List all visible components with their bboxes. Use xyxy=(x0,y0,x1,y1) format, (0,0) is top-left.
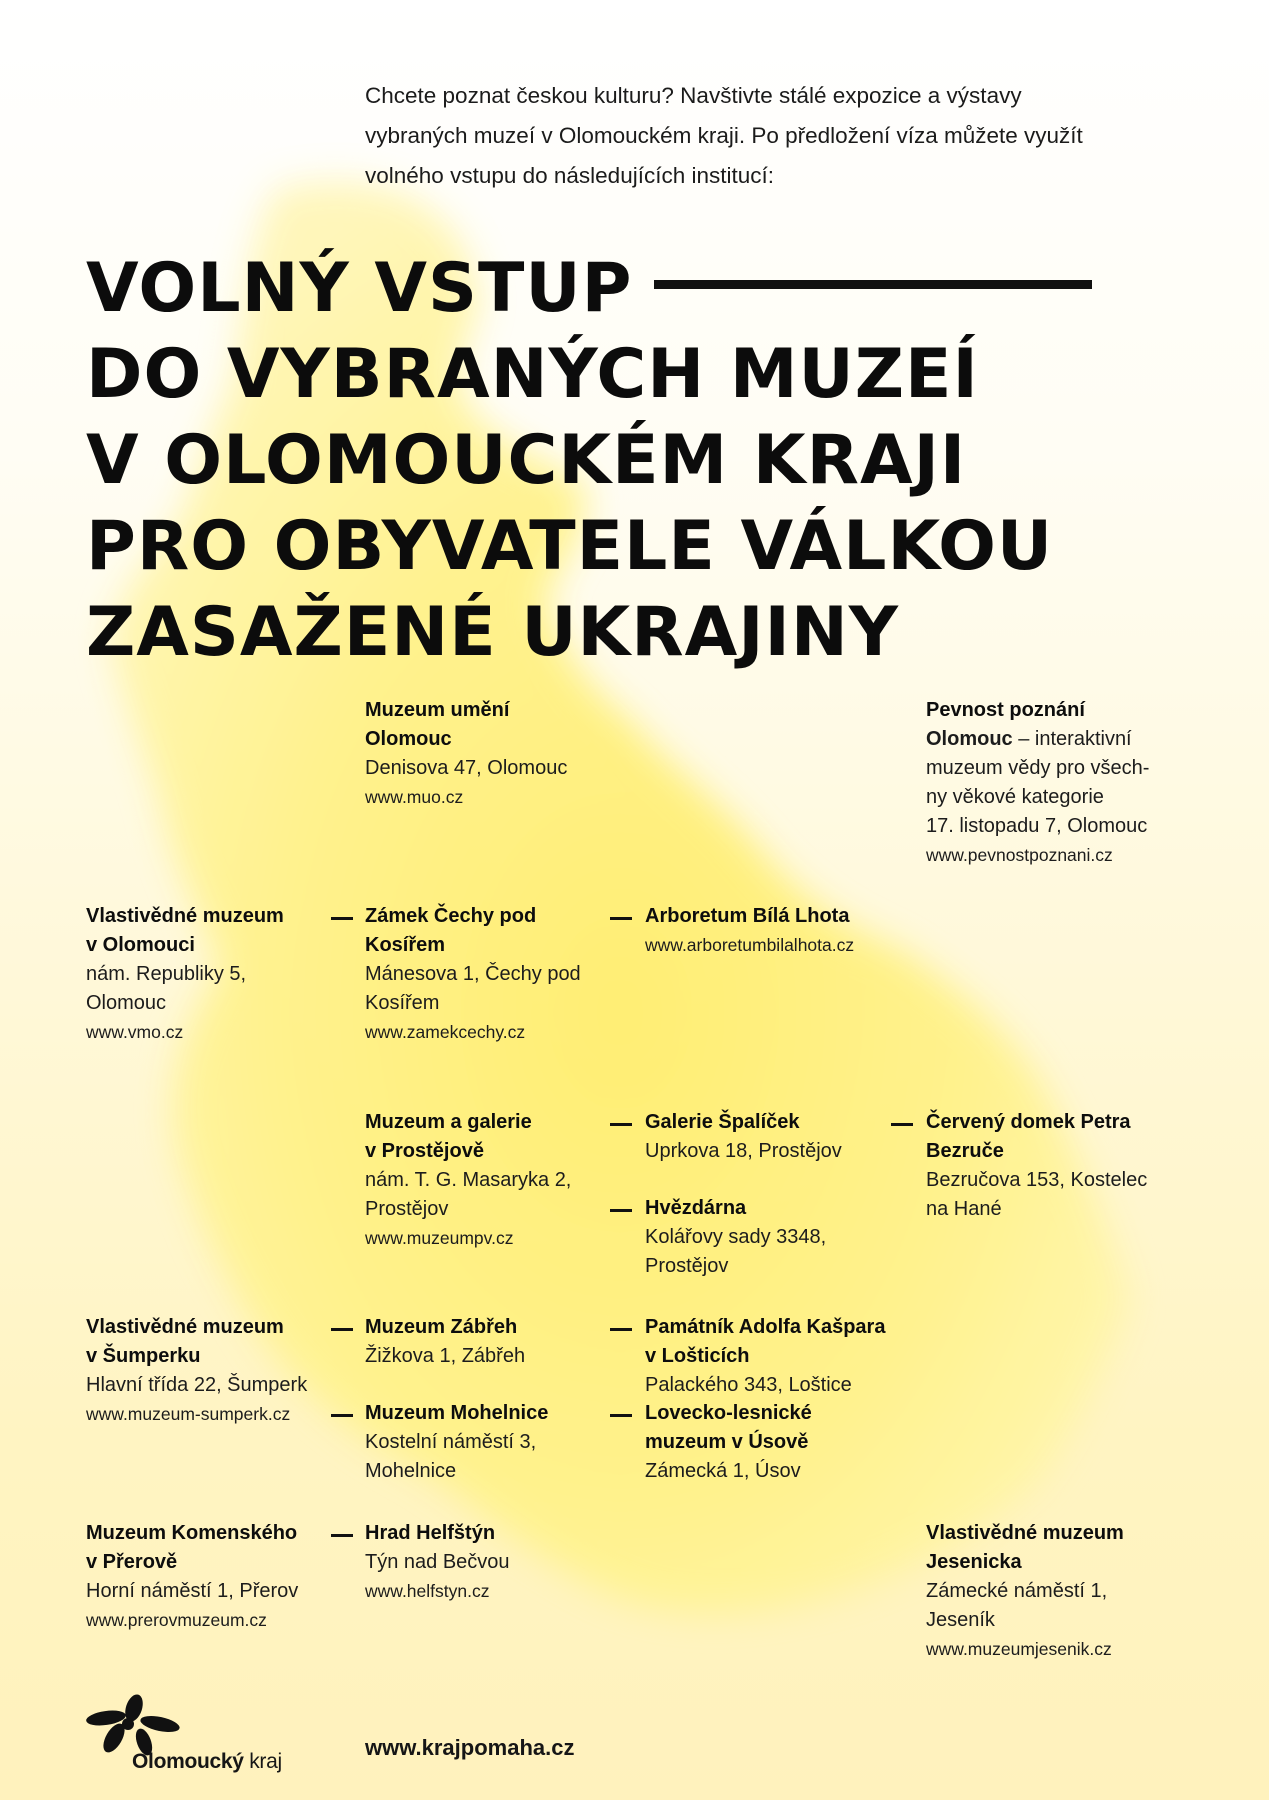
website-link[interactable]: www.muzeumpv.cz xyxy=(365,1228,514,1248)
name-line: Olomouc xyxy=(365,728,452,750)
name-line: v Olomouci xyxy=(86,934,195,956)
name-line: Vlastivědné muzeum xyxy=(926,1522,1124,1544)
olomoucky-kraj-logo xyxy=(84,1694,282,1773)
address-line: na Hané xyxy=(926,1198,1002,1220)
institution-arboretum xyxy=(645,902,925,960)
institution-galerie-spalicek xyxy=(645,1108,885,1166)
institution-zamek-cechy xyxy=(365,902,615,1047)
website-link[interactable]: www.pevnostpoznani.cz xyxy=(926,845,1113,865)
institution-pamatnik-kaspara xyxy=(645,1313,925,1400)
institution-name xyxy=(365,1399,605,1428)
dash-connector xyxy=(891,1123,913,1126)
name-line: Jesenicka xyxy=(926,1551,1022,1573)
name-line: Muzeum a galerie xyxy=(365,1111,532,1133)
institution-cerveny-domek xyxy=(926,1108,1196,1224)
institution-name xyxy=(926,1108,1196,1166)
dash-connector xyxy=(610,1328,632,1331)
headline-line-3: V OLOMOUCKÉM KRAJI xyxy=(86,421,967,500)
institution-name xyxy=(365,1313,605,1342)
address-line: Týn nad Bečvou xyxy=(365,1551,510,1573)
address-line: Kosířem xyxy=(365,992,440,1014)
address-line: nám. Republiky 5, xyxy=(86,963,247,985)
address-line: Kolářovy sady 3348, xyxy=(645,1226,827,1248)
website-link[interactable]: www.muzeumjesenik.cz xyxy=(926,1639,1112,1659)
intro-line: volného vstupu do následujících institucí: xyxy=(365,163,774,188)
description-line: muzeum vědy pro všech- xyxy=(926,757,1150,779)
institution-name xyxy=(926,1519,1196,1577)
name-line: Olomouc xyxy=(926,728,1013,750)
dash-connector xyxy=(610,917,632,920)
name-line: Galerie Špalíček xyxy=(645,1111,800,1133)
dash-connector xyxy=(610,1123,632,1126)
name-line: v Lošticích xyxy=(645,1345,750,1367)
institution-muzeum-komenskeho xyxy=(86,1519,346,1635)
dash-connector xyxy=(610,1209,632,1212)
institution-muzeum-prostejov xyxy=(365,1108,615,1253)
institution-name xyxy=(86,1313,346,1371)
logo-wordmark xyxy=(132,1750,282,1774)
name-line: Muzeum Komenského xyxy=(86,1522,298,1544)
dash-connector xyxy=(331,1328,353,1331)
headline-line-1 xyxy=(86,246,1216,332)
institution-name xyxy=(365,902,615,960)
institution-name xyxy=(86,1519,346,1577)
dash-connector xyxy=(610,1414,632,1417)
name-line: Hvězdárna xyxy=(645,1197,747,1219)
name-line: muzeum v Úsově xyxy=(645,1431,809,1453)
name-with-description xyxy=(926,725,1196,754)
address-line: Horní náměstí 1, Přerov xyxy=(86,1580,299,1602)
name-line: Hrad Helfštýn xyxy=(365,1522,496,1544)
institution-name xyxy=(365,1108,615,1166)
headline xyxy=(86,246,1216,676)
headline-line-2: DO VYBRANÝCH MUZEÍ xyxy=(86,335,979,414)
name-line: Pevnost poznání xyxy=(926,699,1085,721)
name-line: Bezruče xyxy=(926,1140,1004,1162)
intro-line: Chcete poznat českou kulturu? Navštivte stálé expozice a výstavy xyxy=(365,83,1022,108)
name-line: Lovecko-lesnické xyxy=(645,1402,812,1424)
address-line: Prostějov xyxy=(645,1255,729,1277)
institution-vlastivedne-muzeum-jesenicka xyxy=(926,1519,1196,1664)
institution-hvezdarna xyxy=(645,1194,885,1281)
name-line: Památník Adolfa Kašpara xyxy=(645,1316,886,1338)
address-line: Kostelní náměstí 3, xyxy=(365,1431,537,1453)
address-line: Palackého 343, Loštice xyxy=(645,1374,852,1396)
name-line: Muzeum Mohelnice xyxy=(365,1402,549,1424)
website-link[interactable]: www.arboretumbilalhota.cz xyxy=(645,935,855,955)
institution-vlastivedne-muzeum-olomouc xyxy=(86,902,346,1047)
intro-text xyxy=(365,76,1195,196)
name-line: v Šumperku xyxy=(86,1345,201,1367)
name-line: v Prostějově xyxy=(365,1140,484,1162)
institution-muzeum-zabreh xyxy=(365,1313,605,1371)
address-line: Hlavní třída 22, Šumperk xyxy=(86,1374,308,1396)
website-link[interactable]: www.vmo.cz xyxy=(86,1022,184,1042)
name-line: Kosířem xyxy=(365,934,446,956)
institution-name xyxy=(645,902,925,931)
name-line: Zámek Čechy pod xyxy=(365,905,537,927)
dash-connector xyxy=(331,917,353,920)
institution-muzeum-umeni xyxy=(365,696,625,812)
institution-lovecko-lesnicke xyxy=(645,1399,925,1486)
headline-line-5: ZASAŽENÉ UKRAJINY xyxy=(86,593,899,672)
institution-name xyxy=(645,1399,925,1457)
dash-connector xyxy=(331,1534,353,1537)
description-text: – interaktivní xyxy=(1012,728,1132,750)
website-link[interactable]: www.zamekcechy.cz xyxy=(365,1022,526,1042)
institution-pevnost-poznani xyxy=(926,696,1196,870)
dash-connector xyxy=(331,1414,353,1417)
name-line: Červený domek Petra xyxy=(926,1111,1131,1133)
name-line: Arboretum Bílá Lhota xyxy=(645,905,850,927)
name-line: Vlastivědné muzeum xyxy=(86,905,284,927)
website-link[interactable]: www.helfstyn.cz xyxy=(365,1581,490,1601)
website-link[interactable]: www.muo.cz xyxy=(365,787,464,807)
address-line: Zámecká 1, Úsov xyxy=(645,1460,801,1482)
address-line: nám. T. G. Masaryka 2, xyxy=(365,1169,572,1191)
name-line: Muzeum Zábřeh xyxy=(365,1316,518,1338)
institution-muzeum-mohelnice xyxy=(365,1399,605,1486)
address-line: Uprkova 18, Prostějov xyxy=(645,1140,842,1162)
address-line: Denisova 47, Olomouc xyxy=(365,757,568,779)
website-link[interactable]: www.muzeum-sumperk.cz xyxy=(86,1404,291,1424)
footer-website-link[interactable]: www.krajpomaha.cz xyxy=(365,1735,575,1760)
institution-hrad-helfstyn xyxy=(365,1519,605,1606)
address-line: Mánesova 1, Čechy pod xyxy=(365,963,581,985)
address-line: Žižkova 1, Zábřeh xyxy=(365,1345,526,1367)
address-line: Olomouc xyxy=(86,992,167,1014)
institution-vlastivedne-muzeum-sumperk xyxy=(86,1313,346,1429)
name-line: Vlastivědné muzeum xyxy=(86,1316,284,1338)
description-line: ny věkové kategorie xyxy=(926,786,1104,808)
logo-wordmark-bold: Olomoucký xyxy=(132,1750,244,1773)
headline-rule xyxy=(654,280,1092,289)
address-line: Prostějov xyxy=(365,1198,449,1220)
address-line: Mohelnice xyxy=(365,1460,457,1482)
institution-name xyxy=(365,696,625,754)
name-line: Muzeum umění xyxy=(365,699,510,721)
institution-name xyxy=(645,1194,885,1223)
institution-name xyxy=(926,696,1196,725)
address-line: 17. listopadu 7, Olomouc xyxy=(926,815,1148,837)
institution-name xyxy=(86,902,346,960)
address-line: Jeseník xyxy=(926,1609,995,1631)
intro-line: vybraných muzeí v Olomouckém kraji. Po předložení víza můžete využít xyxy=(365,123,1083,148)
institution-name xyxy=(365,1519,605,1548)
name-line: v Přerově xyxy=(86,1551,178,1573)
address-line: Bezručova 153, Kostelec xyxy=(926,1169,1148,1191)
headline-line-text: VOLNÝ VSTUP xyxy=(86,249,633,328)
institution-name xyxy=(645,1313,925,1371)
institution-name xyxy=(645,1108,885,1137)
headline-line-4: PRO OBYVATELE VÁLKOU xyxy=(86,507,1054,586)
website-link[interactable]: www.prerovmuzeum.cz xyxy=(86,1610,267,1630)
address-line: Zámecké náměstí 1, xyxy=(926,1580,1108,1602)
logo-wordmark-regular: kraj xyxy=(249,1750,282,1773)
